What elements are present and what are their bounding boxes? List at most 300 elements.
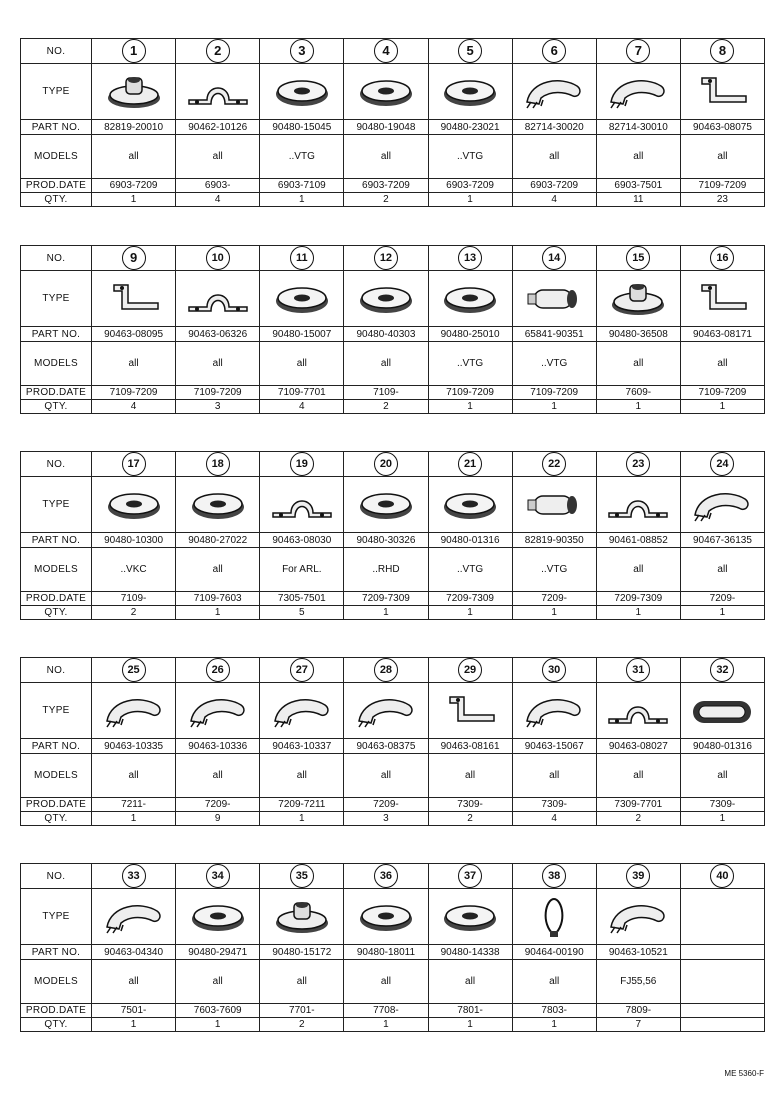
production-date: 7809- <box>596 1004 680 1018</box>
grommet-icon <box>428 477 512 533</box>
item-number-circle: 20 <box>374 452 398 476</box>
part-number: 90480-30326 <box>344 533 428 548</box>
production-date: 7109-7209 <box>680 179 764 193</box>
row-no <box>21 658 765 683</box>
production-date: 7309- <box>428 798 512 812</box>
item-number <box>344 658 428 683</box>
item-number-circle: 39 <box>626 864 650 888</box>
model: all <box>344 754 428 798</box>
item-number <box>92 452 176 477</box>
row-label-prod-date: PROD.DATE <box>21 592 92 606</box>
item-number <box>260 246 344 271</box>
quantity: 1 <box>428 193 512 207</box>
model: all <box>512 754 596 798</box>
item-number-circle: 5 <box>458 39 482 63</box>
part-number: 90480-40303 <box>344 327 428 342</box>
item-number <box>680 246 764 271</box>
item-number <box>680 658 764 683</box>
row-qty <box>21 193 765 207</box>
production-date: 7609- <box>596 386 680 400</box>
clip-icon <box>344 683 428 739</box>
part-number: 90463-10521 <box>596 945 680 960</box>
model: all <box>176 135 260 179</box>
part-number: 90480-01316 <box>680 739 764 754</box>
part-number: 90463-10335 <box>92 739 176 754</box>
model: all <box>92 135 176 179</box>
item-number <box>428 246 512 271</box>
row-part-no <box>21 120 765 135</box>
part-number: 90480-15172 <box>260 945 344 960</box>
quantity <box>680 1018 764 1032</box>
row-part-no <box>21 533 765 548</box>
quantity: 4 <box>512 812 596 826</box>
part-number: 90463-06326 <box>176 327 260 342</box>
model: ..VKC <box>92 548 176 592</box>
clamp-icon <box>260 477 344 533</box>
row-label-no: NO. <box>21 39 92 64</box>
item-number <box>512 864 596 889</box>
item-number <box>512 39 596 64</box>
item-number-circle: 6 <box>542 39 566 63</box>
quantity: 2 <box>344 193 428 207</box>
model: ..VTG <box>512 548 596 592</box>
part-number: 90480-18011 <box>344 945 428 960</box>
production-date: 7209- <box>512 592 596 606</box>
grommet-icon <box>176 889 260 945</box>
item-number-circle: 24 <box>710 452 734 476</box>
model: all <box>344 960 428 1004</box>
row-label-models: MODELS <box>21 754 92 798</box>
production-date: 7309-7701 <box>596 798 680 812</box>
row-label-type: TYPE <box>21 889 92 945</box>
grommet-icon <box>176 477 260 533</box>
production-date: 7209- <box>344 798 428 812</box>
model: ..RHD <box>344 548 428 592</box>
row-qty <box>21 812 765 826</box>
quantity: 1 <box>512 400 596 414</box>
parts-table <box>20 451 765 620</box>
oval-grommet-icon <box>680 683 764 739</box>
parts-table-block <box>20 245 765 414</box>
production-date: 7209-7309 <box>344 592 428 606</box>
item-number-circle: 29 <box>458 658 482 682</box>
model <box>680 960 764 1004</box>
quantity: 1 <box>512 606 596 620</box>
model: ..VTG <box>428 548 512 592</box>
wire-tie-icon <box>512 889 596 945</box>
quantity: 1 <box>428 606 512 620</box>
row-no <box>21 452 765 477</box>
model: all <box>596 342 680 386</box>
row-label-type: TYPE <box>21 477 92 533</box>
row-label-type: TYPE <box>21 271 92 327</box>
model: all <box>428 960 512 1004</box>
item-number <box>92 39 176 64</box>
row-part-no <box>21 327 765 342</box>
parts-table <box>20 657 765 826</box>
quantity: 1 <box>344 606 428 620</box>
part-number: 90463-15067 <box>512 739 596 754</box>
row-label-part-no: PART NO. <box>21 533 92 548</box>
model: ..VTG <box>428 342 512 386</box>
item-number <box>512 246 596 271</box>
row-qty <box>21 400 765 414</box>
row-prod-date <box>21 1004 765 1018</box>
production-date: 7209- <box>176 798 260 812</box>
production-date: 7109-7209 <box>428 386 512 400</box>
production-date: 6903-7109 <box>260 179 344 193</box>
row-label-no: NO. <box>21 864 92 889</box>
model: all <box>176 342 260 386</box>
part-number: 82714-30010 <box>596 120 680 135</box>
production-date: 7701- <box>260 1004 344 1018</box>
grommet-icon <box>260 64 344 120</box>
item-number-circle: 3 <box>290 39 314 63</box>
part-number: 90480-14338 <box>428 945 512 960</box>
row-label-prod-date: PROD.DATE <box>21 1004 92 1018</box>
production-date: 7801- <box>428 1004 512 1018</box>
model: all <box>260 342 344 386</box>
quantity: 1 <box>92 193 176 207</box>
quantity: 4 <box>176 193 260 207</box>
grommet-icon <box>344 64 428 120</box>
production-date: 7209-7309 <box>596 592 680 606</box>
parts-table-block <box>20 863 765 1032</box>
model: all <box>92 960 176 1004</box>
part-number: 90463-10337 <box>260 739 344 754</box>
item-number <box>176 864 260 889</box>
bracket-clip-icon <box>680 271 764 327</box>
quantity: 2 <box>344 400 428 414</box>
grommet-plug-icon <box>596 271 680 327</box>
sleeve-icon <box>512 477 596 533</box>
item-number <box>512 452 596 477</box>
row-label-models: MODELS <box>21 342 92 386</box>
row-label-part-no: PART NO. <box>21 739 92 754</box>
quantity: 9 <box>176 812 260 826</box>
item-number <box>428 658 512 683</box>
grommet-icon <box>260 271 344 327</box>
part-number: 90480-27022 <box>176 533 260 548</box>
item-number <box>344 39 428 64</box>
item-number-circle: 21 <box>458 452 482 476</box>
production-date: 6903-7209 <box>512 179 596 193</box>
grommet-icon <box>428 271 512 327</box>
row-prod-date <box>21 798 765 812</box>
item-number-circle: 27 <box>290 658 314 682</box>
production-date: 7209- <box>680 592 764 606</box>
production-date <box>680 1004 764 1018</box>
item-number <box>512 658 596 683</box>
quantity: 1 <box>596 400 680 414</box>
model: FJ55,56 <box>596 960 680 1004</box>
sleeve-icon <box>512 271 596 327</box>
production-date: 7209-7309 <box>428 592 512 606</box>
model: all <box>260 960 344 1004</box>
model: ..VTG <box>428 135 512 179</box>
bracket-clip-icon <box>680 64 764 120</box>
quantity: 1 <box>680 400 764 414</box>
row-models <box>21 754 765 798</box>
item-number-circle: 7 <box>626 39 650 63</box>
clamp-icon <box>596 477 680 533</box>
quantity: 2 <box>428 812 512 826</box>
item-number <box>344 452 428 477</box>
part-number: 90462-10126 <box>176 120 260 135</box>
row-label-models: MODELS <box>21 548 92 592</box>
item-number-circle: 14 <box>542 246 566 270</box>
quantity: 1 <box>260 812 344 826</box>
part-number <box>680 945 764 960</box>
model: all <box>92 342 176 386</box>
part-number: 90480-19048 <box>344 120 428 135</box>
item-number-circle: 38 <box>542 864 566 888</box>
item-number-circle: 36 <box>374 864 398 888</box>
row-type <box>21 477 765 533</box>
quantity: 1 <box>260 193 344 207</box>
item-number <box>260 39 344 64</box>
model: all <box>680 135 764 179</box>
part-number: 90480-10300 <box>92 533 176 548</box>
item-number <box>176 39 260 64</box>
row-models <box>21 960 765 1004</box>
clip-icon <box>92 683 176 739</box>
clamp-icon <box>596 683 680 739</box>
item-number-circle: 26 <box>206 658 230 682</box>
item-number <box>596 246 680 271</box>
quantity: 1 <box>596 606 680 620</box>
parts-table <box>20 245 765 414</box>
row-label-qty: QTY. <box>21 400 92 414</box>
production-date: 6903-7501 <box>596 179 680 193</box>
row-label-part-no: PART NO. <box>21 327 92 342</box>
model: all <box>596 548 680 592</box>
item-number <box>680 39 764 64</box>
part-number: 82714-30020 <box>512 120 596 135</box>
item-number-circle: 28 <box>374 658 398 682</box>
item-number <box>596 658 680 683</box>
row-label-type: TYPE <box>21 683 92 739</box>
item-number <box>92 246 176 271</box>
model: all <box>680 342 764 386</box>
model: all <box>344 135 428 179</box>
item-number-circle: 32 <box>710 658 734 682</box>
quantity: 11 <box>596 193 680 207</box>
part-number: 65841-90351 <box>512 327 596 342</box>
quantity: 1 <box>92 812 176 826</box>
footer-code: ME 5360-F <box>724 1069 764 1078</box>
production-date: 7603-7609 <box>176 1004 260 1018</box>
item-number-circle: 2 <box>206 39 230 63</box>
item-number <box>260 452 344 477</box>
grommet-plug-icon <box>260 889 344 945</box>
model: all <box>344 342 428 386</box>
item-number <box>680 864 764 889</box>
quantity: 1 <box>92 1018 176 1032</box>
quantity: 2 <box>92 606 176 620</box>
part-number: 90480-36508 <box>596 327 680 342</box>
quantity: 5 <box>260 606 344 620</box>
row-label-models: MODELS <box>21 960 92 1004</box>
row-label-no: NO. <box>21 658 92 683</box>
row-label-no: NO. <box>21 452 92 477</box>
production-date: 7109- <box>92 592 176 606</box>
row-no <box>21 246 765 271</box>
row-label-part-no: PART NO. <box>21 945 92 960</box>
row-label-prod-date: PROD.DATE <box>21 798 92 812</box>
row-prod-date <box>21 179 765 193</box>
row-prod-date <box>21 592 765 606</box>
quantity: 1 <box>512 1018 596 1032</box>
row-no <box>21 864 765 889</box>
part-number: 90464-00190 <box>512 945 596 960</box>
model: all <box>260 754 344 798</box>
row-label-qty: QTY. <box>21 193 92 207</box>
item-number-circle: 17 <box>122 452 146 476</box>
part-number: 90463-08075 <box>680 120 764 135</box>
row-label-type: TYPE <box>21 64 92 120</box>
item-number-circle: 23 <box>626 452 650 476</box>
item-number <box>176 246 260 271</box>
grommet-icon <box>344 271 428 327</box>
model: For ARL. <box>260 548 344 592</box>
model: all <box>680 548 764 592</box>
item-number-circle: 22 <box>542 452 566 476</box>
production-date: 7109-7209 <box>680 386 764 400</box>
part-number: 90463-08027 <box>596 739 680 754</box>
quantity: 1 <box>680 812 764 826</box>
production-date: 7501- <box>92 1004 176 1018</box>
part-number: 90480-01316 <box>428 533 512 548</box>
item-number-circle: 31 <box>626 658 650 682</box>
quantity: 4 <box>260 400 344 414</box>
item-number <box>344 864 428 889</box>
model: all <box>176 754 260 798</box>
item-number-circle: 11 <box>290 246 314 270</box>
clip-icon <box>596 64 680 120</box>
production-date: 7803- <box>512 1004 596 1018</box>
production-date: 7211- <box>92 798 176 812</box>
production-date: 6903- <box>176 179 260 193</box>
model: all <box>176 960 260 1004</box>
row-type <box>21 683 765 739</box>
production-date: 7109-7209 <box>176 386 260 400</box>
item-number <box>260 864 344 889</box>
part-number: 90480-29471 <box>176 945 260 960</box>
row-no <box>21 39 765 64</box>
parts-table <box>20 38 765 207</box>
grommet-icon <box>92 477 176 533</box>
row-label-part-no: PART NO. <box>21 120 92 135</box>
item-number-circle: 9 <box>122 246 146 270</box>
item-number <box>176 452 260 477</box>
model: all <box>512 135 596 179</box>
quantity: 1 <box>680 606 764 620</box>
clip-icon <box>176 683 260 739</box>
row-models <box>21 135 765 179</box>
part-number: 90480-15045 <box>260 120 344 135</box>
row-label-no: NO. <box>21 246 92 271</box>
item-number-circle: 16 <box>710 246 734 270</box>
row-type <box>21 64 765 120</box>
part-number: 82819-90350 <box>512 533 596 548</box>
item-number <box>428 864 512 889</box>
grommet-icon <box>344 477 428 533</box>
part-number: 90480-23021 <box>428 120 512 135</box>
row-part-no <box>21 945 765 960</box>
clip-icon <box>92 889 176 945</box>
production-date: 7309- <box>512 798 596 812</box>
model: all <box>596 754 680 798</box>
row-label-prod-date: PROD.DATE <box>21 179 92 193</box>
row-qty <box>21 606 765 620</box>
grommet-plug-icon <box>92 64 176 120</box>
clip-icon <box>260 683 344 739</box>
row-qty <box>21 1018 765 1032</box>
empty-type-cell <box>680 889 764 945</box>
item-number-circle: 13 <box>458 246 482 270</box>
model: all <box>512 960 596 1004</box>
model: all <box>92 754 176 798</box>
grommet-icon <box>428 889 512 945</box>
row-label-qty: QTY. <box>21 1018 92 1032</box>
quantity: 3 <box>344 812 428 826</box>
row-type <box>21 271 765 327</box>
row-type <box>21 889 765 945</box>
item-number <box>92 658 176 683</box>
model: ..VTG <box>260 135 344 179</box>
model: all <box>596 135 680 179</box>
item-number <box>680 452 764 477</box>
row-models <box>21 342 765 386</box>
part-number: 90463-08161 <box>428 739 512 754</box>
model: all <box>176 548 260 592</box>
bracket-clip-icon <box>428 683 512 739</box>
production-date: 7109-7209 <box>512 386 596 400</box>
part-number: 90480-15007 <box>260 327 344 342</box>
row-label-qty: QTY. <box>21 812 92 826</box>
item-number <box>176 658 260 683</box>
parts-table-block <box>20 38 765 207</box>
quantity: 4 <box>92 400 176 414</box>
production-date: 6903-7209 <box>344 179 428 193</box>
quantity: 3 <box>176 400 260 414</box>
quantity: 1 <box>344 1018 428 1032</box>
part-number: 90463-08030 <box>260 533 344 548</box>
quantity: 1 <box>176 1018 260 1032</box>
item-number-circle: 37 <box>458 864 482 888</box>
item-number-circle: 10 <box>206 246 230 270</box>
production-date: 6903-7209 <box>92 179 176 193</box>
production-date: 7309- <box>680 798 764 812</box>
row-prod-date <box>21 386 765 400</box>
production-date: 7109-7603 <box>176 592 260 606</box>
quantity: 1 <box>428 1018 512 1032</box>
production-date: 6903-7209 <box>428 179 512 193</box>
part-number: 90480-25010 <box>428 327 512 342</box>
part-number: 90467-36135 <box>680 533 764 548</box>
item-number-circle: 33 <box>122 864 146 888</box>
part-number: 90461-08852 <box>596 533 680 548</box>
production-date: 7209-7211 <box>260 798 344 812</box>
production-date: 7708- <box>344 1004 428 1018</box>
part-number: 90463-04340 <box>92 945 176 960</box>
quantity: 1 <box>428 400 512 414</box>
item-number-circle: 18 <box>206 452 230 476</box>
item-number <box>92 864 176 889</box>
quantity: 7 <box>596 1018 680 1032</box>
item-number-circle: 30 <box>542 658 566 682</box>
